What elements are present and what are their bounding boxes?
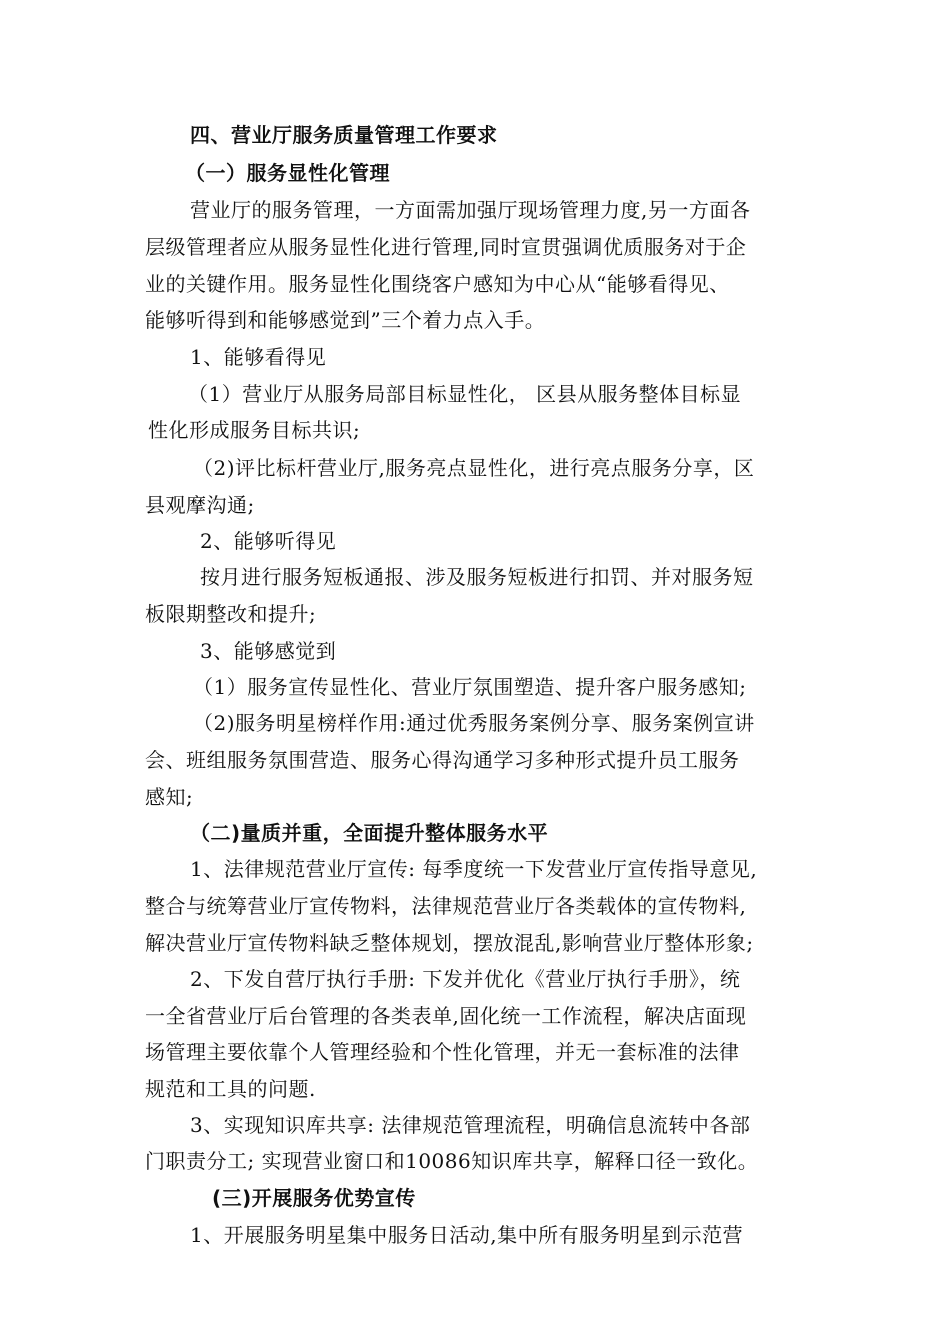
paragraph-line: 性化形成服务目标共识; (148, 418, 361, 442)
paragraph-line: 门职责分工; 实现营业窗口和10086知识库共享，解释口径一致化。 (145, 1149, 759, 1173)
paragraph-line: 解决营业厅宣传物料缺乏整体规划，摆放混乱,影响营业厅整体形象; (145, 931, 754, 955)
paragraph-line: 县观摩沟通; (145, 493, 255, 517)
paragraph-line: 会、班组服务氛围营造、服务心得沟通学习多种形式提升员工服务 (145, 748, 740, 772)
list-heading: 3、能够感觉到 (200, 639, 337, 663)
subsection-heading: （二)量质并重，全面提升整体服务水平 (190, 821, 549, 845)
paragraph-line: 3、实现知识库共享: 法律规范管理流程，明确信息流转中各部 (190, 1113, 751, 1137)
list-heading: 1、能够看得见 (190, 345, 327, 369)
paragraph-line: 1、法律规范营业厅宣传: 每季度统一下发营业厅宣传指导意见, (190, 857, 758, 881)
list-heading: 2、能够听得见 (200, 529, 337, 553)
paragraph-line: （1）营业厅从服务局部目标显性化， 区县从服务整体目标显 (188, 382, 742, 406)
paragraph-line: 层级管理者应从服务显性化进行管理,同时宣贯强调优质服务对于企 (145, 235, 747, 259)
paragraph-line: 2、下发自营厅执行手册: 下发并优化《营业厅执行手册》，统 (190, 967, 741, 991)
paragraph-line: 按月进行服务短板通报、涉及服务短板进行扣罚、并对服务短 (200, 565, 754, 589)
paragraph-line: 营业厅的服务管理，一方面需加强厅现场管理力度,另一方面各 (190, 198, 751, 222)
paragraph-line: 场管理主要依靠个人管理经验和个性化管理，并无一套标准的法律 (145, 1040, 740, 1064)
paragraph-line: （2)服务明星榜样作用:通过优秀服务案例分享、服务案例宣讲 (193, 711, 755, 735)
paragraph-line: 一全省营业厅后台管理的各类表单,固化统一工作流程，解决店面现 (145, 1004, 747, 1028)
paragraph-line: （1）服务宣传显性化、营业厅氛围塑造、提升客户服务感知; (193, 675, 747, 699)
paragraph-line: 能够听得到和能够感觉到”三个着力点入手。 (145, 308, 546, 332)
paragraph-line: （2)评比标杆营业厅,服务亮点显性化，进行亮点服务分享，区 (193, 456, 755, 480)
paragraph-line: 1、开展服务明星集中服务日活动,集中所有服务明星到示范营 (190, 1223, 744, 1247)
subsection-heading: （一）服务显性化管理 (185, 161, 390, 185)
paragraph-line: 业的关键作用。服务显性化围绕客户感知为中心从“能够看得见、 (145, 272, 730, 296)
paragraph-line: 整合与统筹营业厅宣传物料，法律规范营业厅各类载体的宣传物料, (145, 894, 747, 918)
subsection-heading: (三)开展服务优势宣传 (212, 1186, 416, 1210)
paragraph-line: 感知; (145, 785, 194, 809)
paragraph-line: 板限期整改和提升; (145, 602, 317, 626)
section-heading: 四、营业厅服务质量管理工作要求 (190, 123, 498, 147)
paragraph-line: 规范和工具的问题. (145, 1077, 316, 1101)
